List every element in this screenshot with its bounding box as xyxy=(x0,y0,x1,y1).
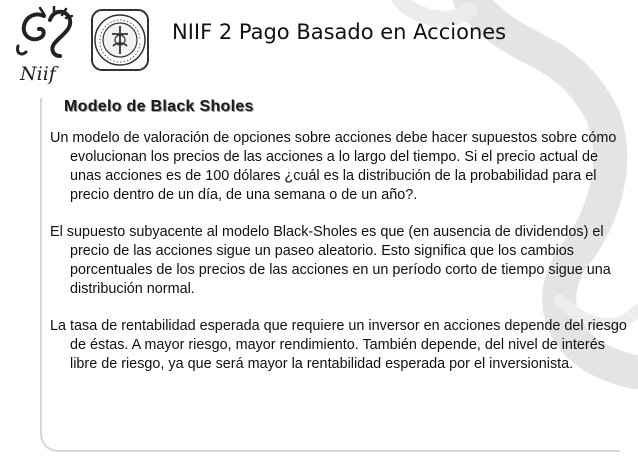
paragraph-1: Un modelo de valoración de opciones sobre acciones debe hacer supuestos sobre cómo evolucionan los precios de las acciones a lo largo del tiempo. Si el precio actual de unas acciones es de 100 dólares ¿cuál es la distribución de la probabilidad para el precio dentro de un día, de una semana o de un año?. xyxy=(50,130,617,203)
paragraph-2: El supuesto subyacente al modelo Black-Sholes es que (en ausencia de dividendos) el precio de las acciones sigue un paseo aleatorio. Esto significa que los cambios porcentuales de los precios de las acciones en un período corto de tiempo sigue una distribución normal. xyxy=(50,224,611,297)
body-text xyxy=(50,129,632,392)
page-title: NIIF 2 Pago Basado en Acciones xyxy=(172,20,507,44)
paragraph-3: La tasa de rentabilidad esperada que requiere un inversor en acciones depende del riesgo de éstas. A mayor riesgo, mayor rendimiento. También depende, del nivel de interés libre de riesgo, ya que será mayor la rentabilidad esperada por el inversionista. xyxy=(50,318,627,372)
seal-emblem-icon xyxy=(90,8,150,72)
logo-text: Niif xyxy=(20,63,56,85)
niif-logo-icon xyxy=(14,6,84,88)
section-subtitle: Modelo de Black Sholes xyxy=(64,98,254,115)
